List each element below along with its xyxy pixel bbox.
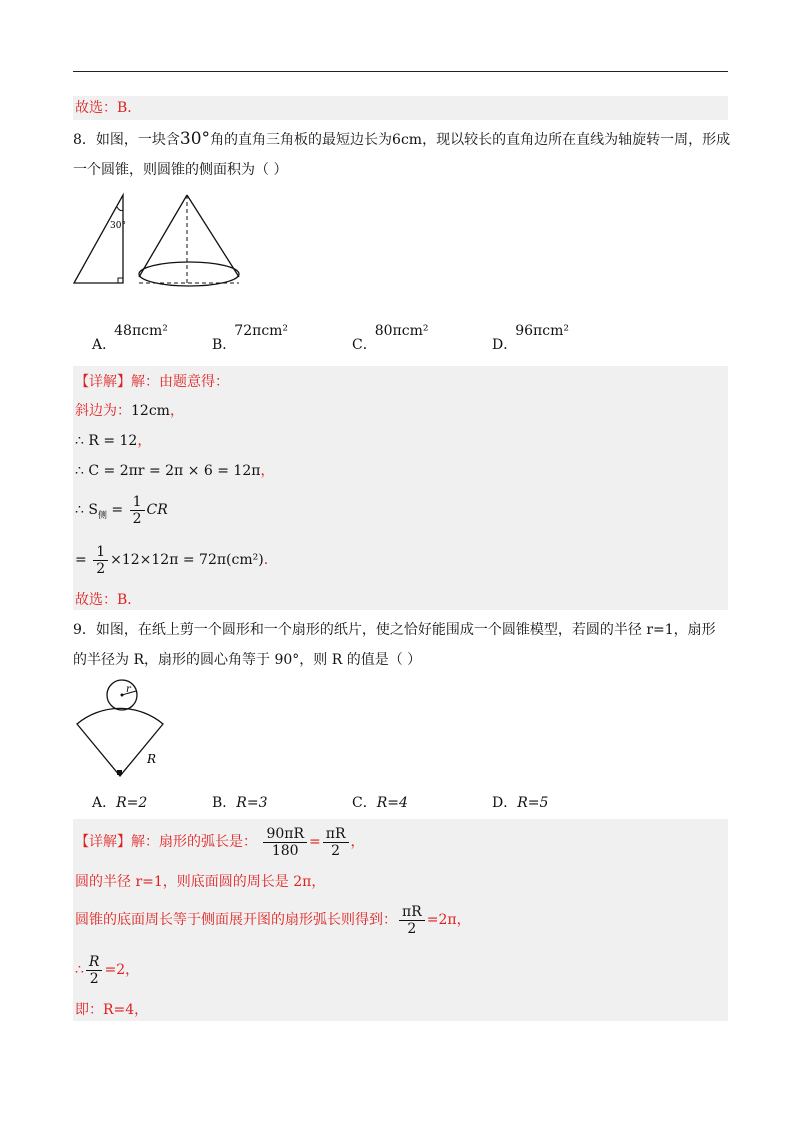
q8-half-fraction-2: $\frac{1}{2}$: [93, 544, 108, 577]
header-rule: [73, 71, 728, 72]
q8-option-a[interactable]: A．48πcm²: [92, 323, 168, 353]
q9-option-a[interactable]: A．R=2: [92, 795, 148, 811]
q9-line1: 9．如图，在纸上剪一个圆形和一个扇形的纸片，使之恰好能围成一个圆锥模型，若圆的半径 r=1，扇形: [73, 622, 716, 638]
q8-figure: [70, 190, 250, 300]
q9-option-d[interactable]: D．R=5: [492, 795, 549, 811]
q9-r-label: r: [126, 684, 131, 695]
q9-arc-fraction: $\frac{90\pi R}{180}$: [263, 826, 307, 859]
q8-line1-a: 8．如图，一块含: [73, 132, 180, 148]
q8-solution-line5: = $\frac{1}{2}$ ×12×12π = 72π(cm²)．: [75, 543, 278, 577]
q9-option-c[interactable]: C．R=4: [352, 795, 408, 811]
cone-figure: [139, 195, 239, 286]
q8-triangle-angle-label: 30°: [110, 221, 126, 231]
q8-solution-answer: 故选：B．: [75, 592, 142, 608]
q9-r-half-fraction: $\frac{R}{2}$: [86, 954, 103, 987]
q8-option-b[interactable]: B．72πcm²: [212, 323, 289, 353]
q9-solution-line4: ∴ $\frac{R}{2}$ =2，: [75, 953, 140, 987]
q8-option-c[interactable]: C．80πcm²: [352, 323, 429, 353]
q8-option-d[interactable]: D．96πcm²: [492, 323, 569, 353]
q9-figure: [70, 678, 200, 783]
q8-line1: [73, 129, 730, 150]
q8-line2: 一个圆锥，则圆锥的侧面积为（ ）: [73, 162, 288, 178]
q9-solution-line3: 圆锥的底面周长等于侧面展开图的扇形弧长则得到： $\frac{\pi R}{2}$ =2π，: [75, 903, 471, 937]
q8-solution-line4: ∴ $S_侧$ = $\frac{1}{2}$ CR: [75, 493, 168, 527]
q9-line2: 的半径为 R，扇形的圆心角等于 90°，则 R 的值是（ ）: [73, 652, 422, 668]
q9-solution-line1: 【详解】解：扇形的弧长是： $\frac{90\pi R}{180}$ = $\frac{\pi R}{2}$ ，: [75, 825, 365, 859]
q8-half-fraction: $\frac{1}{2}$: [130, 494, 145, 527]
sector-figure: [77, 708, 163, 776]
q9-solution-line2: 圆的半径 r=1，则底面圆的周长是 2π，: [75, 874, 326, 890]
q8-solution-line1: 斜边为：12cm，: [75, 403, 184, 419]
q9-arc-fraction-2: $\frac{\pi R}{2}$: [323, 826, 349, 859]
q8-line1-b: 角的直角三角板的最短边长为6cm，现以较长的直角边所在直线为轴旋转一周，形成: [210, 132, 731, 148]
q9-equation-fraction: $\frac{\pi R}{2}$: [399, 904, 425, 937]
prev-answer-box: [73, 96, 728, 120]
q9-option-b[interactable]: B．R=3: [212, 795, 268, 811]
q8-solution-line3: ∴ C = 2πr = 2π × 6 = 12π，: [75, 463, 275, 479]
q8-angle: 30°: [179, 129, 211, 149]
triangle-figure: [74, 195, 126, 283]
q8-solution-line2: ∴ R = 12，: [75, 433, 152, 449]
q8-solution-header: 【详解】解：由题意得：: [75, 374, 229, 390]
prev-answer: 故选：B．: [75, 100, 142, 116]
q9-R-label: R: [147, 752, 157, 766]
q9-solution-line5: 即：R=4，: [75, 1002, 149, 1018]
circle-figure: [107, 680, 137, 710]
